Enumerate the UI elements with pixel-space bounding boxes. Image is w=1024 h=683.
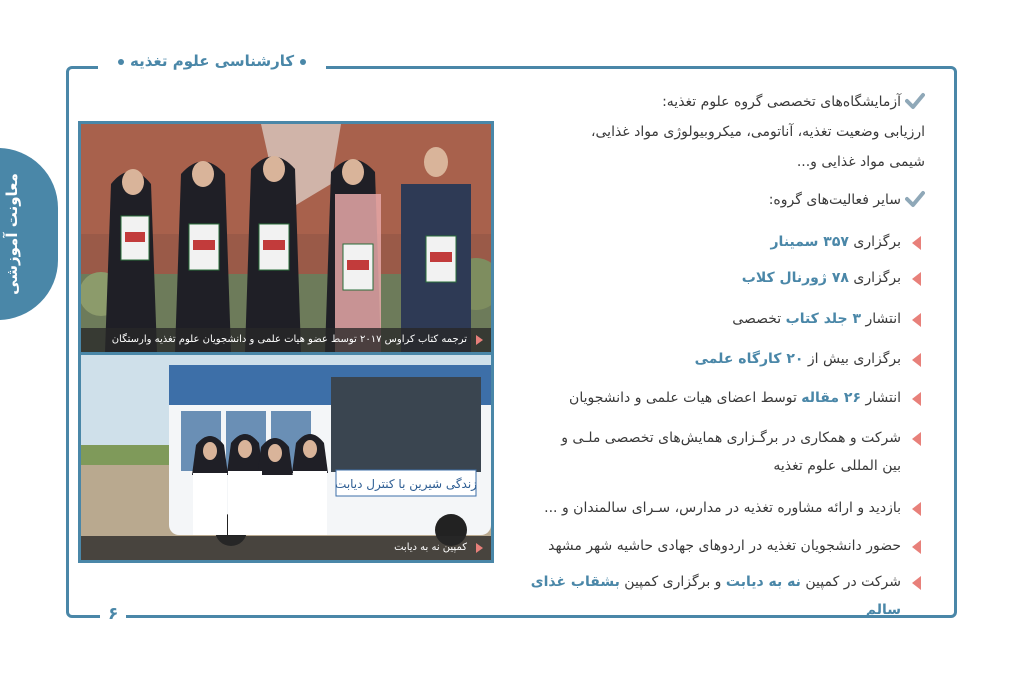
section-title-text: کارشناسی علوم تغذیه [130, 52, 295, 70]
list-item [505, 228, 925, 256]
labs-heading-row [505, 88, 925, 116]
title-dot [300, 59, 306, 65]
bullet-arrow-icon [912, 272, 921, 286]
bullet-arrow-icon [912, 353, 921, 367]
photo1-caption-text: ترجمه کتاب کراوس ۲۰۱۷ توسط عضو هیات علمی و دانشجویان علوم تغذیه وارستگان [111, 334, 467, 345]
bullet-arrow-icon [912, 313, 921, 327]
activities-heading-row [505, 186, 925, 214]
item-highlight: نه به دیابت [725, 574, 801, 590]
diabetes-bus-illustration [81, 355, 491, 560]
students-book-illustration [81, 124, 491, 352]
list-item [505, 264, 925, 292]
sidebar-tab [0, 148, 58, 320]
item-text: برگزاری [848, 270, 901, 286]
list-item [505, 568, 925, 624]
list-item [505, 345, 925, 373]
item-text: برگزاری [848, 234, 901, 250]
labs-line2: شیمی مواد غذایی و... [796, 154, 925, 170]
photo2-caption-text: کمپین نه به دیابت [394, 542, 467, 553]
labs-line1: ارزیابی وضعیت تغذیه، آناتومی، میکروبیولوژی مواد غذایی، [590, 124, 925, 140]
list-item [505, 532, 925, 560]
photo2-caption [81, 536, 491, 560]
item-text: انتشار [861, 390, 901, 406]
labs-line1-row [505, 118, 925, 146]
section-title [98, 52, 326, 70]
bullet-arrow-icon [912, 236, 921, 250]
caption-arrow-icon [476, 543, 483, 553]
bullet-arrow-icon [912, 502, 921, 516]
item-text: حضور دانشجویان تغذیه در اردوهای جهادی حاشیه شهر مشهد [548, 538, 901, 554]
item-text: توسط اعضای هیات علمی و دانشجویان [569, 390, 802, 406]
bullet-arrow-icon [912, 432, 921, 446]
item-text: برگزاری بیش از [803, 351, 901, 367]
item-text: شرکت در کمپین [800, 574, 901, 590]
list-item [505, 305, 925, 333]
title-dot [118, 59, 124, 65]
item-highlight: ۲۶ مقاله [801, 390, 862, 406]
bullet-arrow-icon [912, 392, 921, 406]
item-highlight: ۲۰ کارگاه علمی [694, 351, 804, 367]
page-number: ۶ [100, 604, 126, 624]
photo-diabetes-campaign [81, 355, 491, 560]
check-icon [905, 190, 925, 208]
labs-line2-row [505, 148, 925, 176]
item-highlight: بشقاب غذای سالم [530, 574, 901, 618]
bullet-arrow-icon [912, 576, 921, 590]
item-text: انتشار [861, 311, 901, 327]
item-text: شرکت و همکاری در برگـزاری همایش‌های تخصصی ملـی و [561, 430, 901, 446]
list-item [505, 384, 925, 412]
list-item [505, 424, 925, 480]
check-icon [905, 92, 925, 110]
bus-text: زندگی شیرین با کنترل دیابت [335, 477, 477, 491]
photo-students-book [81, 124, 491, 352]
item-text: و برگزاری کمپین [619, 574, 726, 590]
photo-panel [78, 121, 494, 563]
caption-arrow-icon [476, 335, 483, 345]
item-text: بازدید و ارائه مشاوره تغذیه در مدارس، سـرای سالمندان و ... [544, 500, 901, 516]
item-text: بین المللی علوم تغذیه [773, 458, 901, 474]
photo1-caption [81, 328, 491, 352]
bullet-arrow-icon [912, 540, 921, 554]
activities-heading: سایر فعالیت‌های گروه: [768, 192, 901, 208]
item-highlight: ۳ جلد کتاب [785, 311, 862, 327]
item-highlight: ۷۸ ژورنال کلاب [741, 270, 849, 286]
list-item [505, 494, 925, 522]
sidebar-tab-label: معاونت آموزشی [3, 173, 21, 295]
item-highlight: ۳۵۷ سمینار [770, 234, 849, 250]
item-text: تخصصی [732, 311, 786, 327]
labs-heading: آزمایشگاه‌های تخصصی گروه علوم تغذیه: [662, 94, 901, 110]
